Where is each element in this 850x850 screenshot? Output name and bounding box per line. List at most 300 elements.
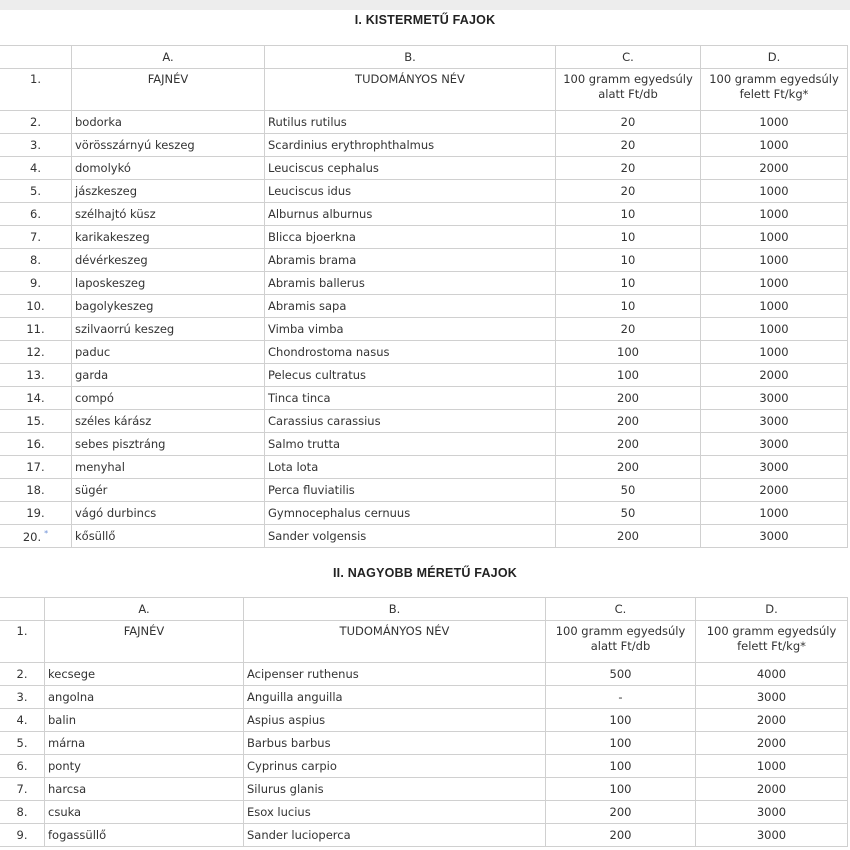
species-name <box>45 732 244 755</box>
table-row <box>0 663 848 686</box>
price-over-100g <box>701 364 848 387</box>
row-number-text: 3. <box>16 690 28 704</box>
scientific-name <box>244 709 546 732</box>
species-name-text: paduc <box>75 345 111 359</box>
column-letter-d: D. <box>696 598 848 621</box>
scientific-name-text: Alburnus alburnus <box>268 207 373 221</box>
price-under-100g <box>556 502 701 525</box>
row-number-text: 16. <box>26 437 45 451</box>
price-under-100g-text: 20 <box>620 184 636 198</box>
row-number-text: 7. <box>30 230 41 244</box>
column-letters-row <box>0 46 848 69</box>
price-over-100g <box>701 134 848 157</box>
price-under-100g-text: 10 <box>620 207 636 221</box>
price-under-100g <box>556 134 701 157</box>
column-letter-c: C. <box>556 46 701 69</box>
price-under-100g-text: 100 <box>617 345 639 359</box>
table-row <box>0 387 848 410</box>
table-row <box>0 502 848 525</box>
row-number-text: 20. <box>22 529 42 544</box>
row-number <box>0 295 72 318</box>
price-under-100g-text: 20 <box>620 138 636 152</box>
price-under-100g <box>546 732 696 755</box>
scientific-name <box>244 824 546 847</box>
price-over-100g <box>701 249 848 272</box>
row-number <box>0 341 72 364</box>
price-over-100g <box>696 778 848 801</box>
price-over-100g-text: 1000 <box>756 759 787 773</box>
row-number-text: 18. <box>26 483 45 497</box>
price-over-100g-text: 2000 <box>759 161 789 175</box>
price-under-100g-text: 500 <box>609 667 632 681</box>
price-under-100g <box>546 686 696 709</box>
species-name-text: jászkeszeg <box>75 184 137 198</box>
price-under-100g-text: 200 <box>617 460 639 474</box>
scientific-name-text: Barbus barbus <box>247 736 331 750</box>
row-number <box>0 824 45 847</box>
scientific-name <box>244 755 546 778</box>
price-under-100g <box>556 249 701 272</box>
price-under-100g <box>556 341 701 364</box>
row-number <box>0 364 72 387</box>
table-row <box>0 364 848 387</box>
price-over-100g-text: 1000 <box>759 299 789 313</box>
price-over-100g <box>701 157 848 180</box>
price-under-100g <box>556 203 701 226</box>
species-name-text: márna <box>48 736 86 750</box>
species-name <box>45 663 244 686</box>
price-under-100g <box>556 410 701 433</box>
header-species-name: FAJNÉV <box>45 621 244 663</box>
species-name <box>72 111 265 134</box>
species-name-text: angolna <box>48 690 95 704</box>
column-letter-b: B. <box>265 46 556 69</box>
price-over-100g <box>696 709 848 732</box>
species-name-text: balin <box>48 713 77 727</box>
species-name <box>72 525 265 548</box>
row-number <box>0 778 45 801</box>
price-over-100g-text: 1000 <box>759 506 789 520</box>
row-number-text: 13. <box>26 368 45 382</box>
row-number <box>0 686 45 709</box>
species-name-text: garda <box>75 368 109 382</box>
price-over-100g-text: 1000 <box>759 345 789 359</box>
price-over-100g <box>701 180 848 203</box>
species-name-text: csuka <box>48 805 82 819</box>
header-price-over-100g: 100 gramm egyedsúly felett Ft/kg* <box>701 69 848 111</box>
scientific-name-text: Salmo trutta <box>268 437 341 451</box>
scientific-name <box>265 272 556 295</box>
species-name-text: dévérkeszeg <box>75 253 148 267</box>
price-under-100g <box>556 479 701 502</box>
species-name <box>72 157 265 180</box>
row-number-text: 4. <box>16 713 28 727</box>
table-row <box>0 157 848 180</box>
species-name-text: compó <box>75 391 114 405</box>
column-letter-a: A. <box>72 46 265 69</box>
price-over-100g-text: 2000 <box>756 782 787 796</box>
header-row-number: 1. <box>0 69 72 111</box>
price-under-100g-text: 20 <box>620 115 636 129</box>
table-row <box>0 755 848 778</box>
price-under-100g-text: 200 <box>617 391 639 405</box>
species-name-text: fogassüllő <box>48 828 107 842</box>
row-number-text: 17. <box>26 460 45 474</box>
scientific-name <box>265 433 556 456</box>
column-letter-c: C. <box>546 598 696 621</box>
table-row <box>0 525 848 548</box>
row-number <box>0 709 45 732</box>
scientific-name-text: Leuciscus cephalus <box>268 161 379 175</box>
species-name-text: szilvaorrú keszeg <box>75 322 175 336</box>
species-name-text: kősüllő <box>75 529 116 543</box>
price-under-100g-text: 200 <box>617 414 639 428</box>
price-over-100g <box>696 755 848 778</box>
price-over-100g <box>701 433 848 456</box>
row-number <box>0 226 72 249</box>
species-name <box>72 318 265 341</box>
table-row <box>0 709 848 732</box>
table-row <box>0 134 848 157</box>
table-row <box>0 479 848 502</box>
scientific-name <box>265 111 556 134</box>
price-over-100g <box>701 387 848 410</box>
price-over-100g-text: 3000 <box>759 529 789 543</box>
scientific-name <box>265 157 556 180</box>
scientific-name-text: Gymnocephalus cernuus <box>268 506 411 520</box>
table-row <box>0 341 848 364</box>
scientific-name-text: Vimba vimba <box>268 322 344 336</box>
row-number-text: 8. <box>30 253 41 267</box>
price-over-100g-text: 4000 <box>756 667 787 681</box>
table-row <box>0 226 848 249</box>
scientific-name <box>265 502 556 525</box>
price-over-100g-text: 3000 <box>756 690 787 704</box>
table-row <box>0 410 848 433</box>
species-name <box>72 180 265 203</box>
row-number-text: 3. <box>30 138 41 152</box>
price-under-100g <box>556 295 701 318</box>
table-row <box>0 111 848 134</box>
row-number <box>0 433 72 456</box>
price-under-100g-text: 100 <box>609 736 632 750</box>
species-name <box>72 456 265 479</box>
scientific-name-text: Chondrostoma nasus <box>268 345 390 359</box>
species-name-text: sügér <box>75 483 108 497</box>
row-number-text: 19. <box>26 506 45 520</box>
header-species-name: FAJNÉV <box>72 69 265 111</box>
row-number <box>0 456 72 479</box>
scientific-name-text: Rutilus rutilus <box>268 115 347 129</box>
price-over-100g-text: 2000 <box>756 713 787 727</box>
species-name-text: szélhajtó küsz <box>75 207 156 221</box>
species-name <box>72 272 265 295</box>
header-row <box>0 69 848 111</box>
price-over-100g-text: 1000 <box>759 230 789 244</box>
price-under-100g <box>546 778 696 801</box>
corner-cell <box>0 598 45 621</box>
price-over-100g <box>701 203 848 226</box>
table-row <box>0 318 848 341</box>
scientific-name <box>265 341 556 364</box>
price-under-100g-text: 100 <box>617 368 639 382</box>
price-under-100g <box>556 318 701 341</box>
price-over-100g <box>696 686 848 709</box>
scientific-name <box>265 387 556 410</box>
row-number-text: 14. <box>26 391 45 405</box>
price-under-100g <box>546 709 696 732</box>
price-over-100g <box>701 502 848 525</box>
row-number-text: 15. <box>26 414 45 428</box>
species-name <box>72 387 265 410</box>
row-number-text: 6. <box>16 759 28 773</box>
table-row <box>0 686 848 709</box>
column-letter-d: D. <box>701 46 848 69</box>
price-under-100g-text: 10 <box>620 253 636 267</box>
section-title-small-species: I. KISTERMETŰ FAJOK <box>354 13 496 27</box>
species-name <box>72 203 265 226</box>
species-name-text: harcsa <box>48 782 87 796</box>
scientific-name-text: Blicca bjoerkna <box>268 230 356 244</box>
species-name <box>72 226 265 249</box>
scientific-name-text: Acipenser ruthenus <box>247 667 359 681</box>
scientific-name <box>265 203 556 226</box>
price-over-100g <box>701 341 848 364</box>
species-name-text: vörösszárnyú keszeg <box>75 138 195 152</box>
price-under-100g-text: 200 <box>609 805 632 819</box>
species-name <box>72 433 265 456</box>
price-under-100g <box>546 663 696 686</box>
species-name <box>72 249 265 272</box>
price-under-100g-text: 100 <box>609 713 632 727</box>
species-name <box>72 341 265 364</box>
row-number <box>0 755 45 778</box>
row-number-text: 7. <box>16 782 28 796</box>
price-over-100g <box>701 456 848 479</box>
species-name-text: kecsege <box>48 667 96 681</box>
table-row <box>0 801 848 824</box>
small-species-table <box>0 45 848 548</box>
species-name-text: bagolykeszeg <box>75 299 154 313</box>
row-number <box>0 801 45 824</box>
price-over-100g-text: 1000 <box>759 184 789 198</box>
row-number <box>0 157 72 180</box>
species-name <box>72 479 265 502</box>
top-bar <box>0 0 850 10</box>
scientific-name <box>244 801 546 824</box>
row-number <box>0 663 45 686</box>
scientific-name <box>265 318 556 341</box>
price-under-100g-text: 200 <box>617 437 639 451</box>
price-under-100g <box>556 433 701 456</box>
scientific-name-text: Esox lucius <box>247 805 311 819</box>
row-number-text: 2. <box>30 115 41 129</box>
price-under-100g-text: 100 <box>609 782 632 796</box>
species-name <box>45 824 244 847</box>
species-name <box>72 502 265 525</box>
row-number <box>0 134 72 157</box>
price-under-100g <box>546 824 696 847</box>
price-over-100g-text: 2000 <box>759 368 789 382</box>
row-number-text: 11. <box>26 322 45 336</box>
price-under-100g-text: 200 <box>609 828 632 842</box>
species-name <box>45 755 244 778</box>
row-number-text: 9. <box>30 276 41 290</box>
price-under-100g <box>556 111 701 134</box>
scientific-name <box>244 778 546 801</box>
large-species-table <box>0 597 848 847</box>
price-under-100g-text: 10 <box>620 276 636 290</box>
price-under-100g <box>556 387 701 410</box>
scientific-name-text: Carassius carassius <box>268 414 381 428</box>
species-name-text: ponty <box>48 759 81 773</box>
species-name <box>72 410 265 433</box>
scientific-name-text: Lota lota <box>268 460 319 474</box>
header-scientific-name: TUDOMÁNYOS NÉV <box>244 621 546 663</box>
row-number <box>0 732 45 755</box>
row-number <box>0 410 72 433</box>
section-title-large-species: II. NAGYOBB MÉRETŰ FAJOK <box>333 566 517 580</box>
price-over-100g <box>696 732 848 755</box>
scientific-name <box>244 686 546 709</box>
row-number-text: 5. <box>30 184 41 198</box>
price-over-100g <box>701 525 848 548</box>
species-name-text: vágó durbincs <box>75 506 157 520</box>
species-name-text: laposkeszeg <box>75 276 146 290</box>
price-over-100g-text: 1000 <box>759 276 789 290</box>
price-over-100g-text: 1000 <box>759 138 789 152</box>
scientific-name <box>265 249 556 272</box>
price-under-100g-text: 20 <box>620 161 636 175</box>
scientific-name <box>265 479 556 502</box>
row-number <box>0 525 72 548</box>
scientific-name <box>265 295 556 318</box>
price-over-100g-text: 3000 <box>759 414 789 428</box>
price-under-100g <box>556 180 701 203</box>
price-under-100g <box>546 801 696 824</box>
table-row <box>0 295 848 318</box>
row-number <box>0 272 72 295</box>
header-price-over-100g: 100 gramm egyedsúly felett Ft/kg* <box>696 621 848 663</box>
scientific-name-text: Sander volgensis <box>268 529 367 543</box>
table-row <box>0 732 848 755</box>
species-name <box>72 295 265 318</box>
price-over-100g-text: 1000 <box>759 207 789 221</box>
species-name-text: széles kárász <box>75 414 152 428</box>
column-letter-b: B. <box>244 598 546 621</box>
scientific-name <box>265 410 556 433</box>
header-scientific-name: TUDOMÁNYOS NÉV <box>265 69 556 111</box>
scientific-name-text: Abramis ballerus <box>268 276 365 290</box>
scientific-name <box>265 134 556 157</box>
price-under-100g <box>556 272 701 295</box>
footnote-marker[interactable]: * <box>44 528 49 538</box>
table-row <box>0 824 848 847</box>
table-row <box>0 778 848 801</box>
price-over-100g-text: 3000 <box>759 437 789 451</box>
row-number-text: 4. <box>30 161 41 175</box>
scientific-name-text: Aspius aspius <box>247 713 326 727</box>
price-over-100g <box>701 111 848 134</box>
species-name <box>45 686 244 709</box>
header-price-under-100g: 100 gramm egyedsúly alatt Ft/db <box>546 621 696 663</box>
species-name-text: sebes pisztráng <box>75 437 166 451</box>
scientific-name-text: Scardinius erythrophthalmus <box>268 138 435 152</box>
price-under-100g-text: 50 <box>620 483 636 497</box>
scientific-name <box>265 364 556 387</box>
species-name <box>45 801 244 824</box>
row-number-text: 9. <box>16 828 28 842</box>
price-over-100g <box>696 801 848 824</box>
price-over-100g <box>701 272 848 295</box>
scientific-name-text: Anguilla anguilla <box>247 690 343 704</box>
price-under-100g <box>546 755 696 778</box>
row-number-text: 2. <box>16 667 28 681</box>
price-under-100g <box>556 364 701 387</box>
species-name <box>45 709 244 732</box>
table-row <box>0 249 848 272</box>
price-over-100g <box>701 410 848 433</box>
species-name-text: bodorka <box>75 115 122 129</box>
species-name-text: menyhal <box>75 460 125 474</box>
price-under-100g-text: 10 <box>620 299 636 313</box>
scientific-name <box>244 732 546 755</box>
row-number-text: 12. <box>26 345 45 359</box>
scientific-name-text: Abramis brama <box>268 253 357 267</box>
header-price-under-100g: 100 gramm egyedsúly alatt Ft/db <box>556 69 701 111</box>
species-name-text: karikakeszeg <box>75 230 150 244</box>
price-over-100g-text: 1000 <box>759 253 789 267</box>
row-number <box>0 180 72 203</box>
price-over-100g-text: 3000 <box>759 460 789 474</box>
price-under-100g-text: 100 <box>609 759 632 773</box>
column-letter-a: A. <box>45 598 244 621</box>
price-over-100g-text: 2000 <box>759 483 789 497</box>
species-name <box>72 364 265 387</box>
price-over-100g <box>696 824 848 847</box>
scientific-name-text: Silurus glanis <box>247 782 324 796</box>
price-over-100g-text: 3000 <box>756 805 787 819</box>
scientific-name-text: Sander lucioperca <box>247 828 351 842</box>
row-number <box>0 502 72 525</box>
header-row <box>0 621 848 663</box>
price-under-100g <box>556 456 701 479</box>
price-under-100g-text: - <box>618 690 623 704</box>
scientific-name-text: Pelecus cultratus <box>268 368 367 382</box>
scientific-name-text: Tinca tinca <box>268 391 331 405</box>
price-under-100g <box>556 157 701 180</box>
species-name-text: domolykó <box>75 161 131 175</box>
table-row <box>0 180 848 203</box>
price-under-100g-text: 10 <box>620 230 636 244</box>
species-name <box>45 778 244 801</box>
row-number <box>0 387 72 410</box>
price-over-100g <box>701 226 848 249</box>
price-over-100g-text: 1000 <box>759 322 789 336</box>
price-under-100g <box>556 525 701 548</box>
price-under-100g <box>556 226 701 249</box>
scientific-name <box>265 226 556 249</box>
table-row <box>0 456 848 479</box>
row-number <box>0 318 72 341</box>
price-over-100g-text: 1000 <box>759 115 789 129</box>
scientific-name <box>244 663 546 686</box>
price-under-100g-text: 50 <box>620 506 636 520</box>
price-under-100g-text: 200 <box>617 529 639 543</box>
header-row-number: 1. <box>0 621 45 663</box>
column-letters-row <box>0 598 848 621</box>
row-number <box>0 203 72 226</box>
